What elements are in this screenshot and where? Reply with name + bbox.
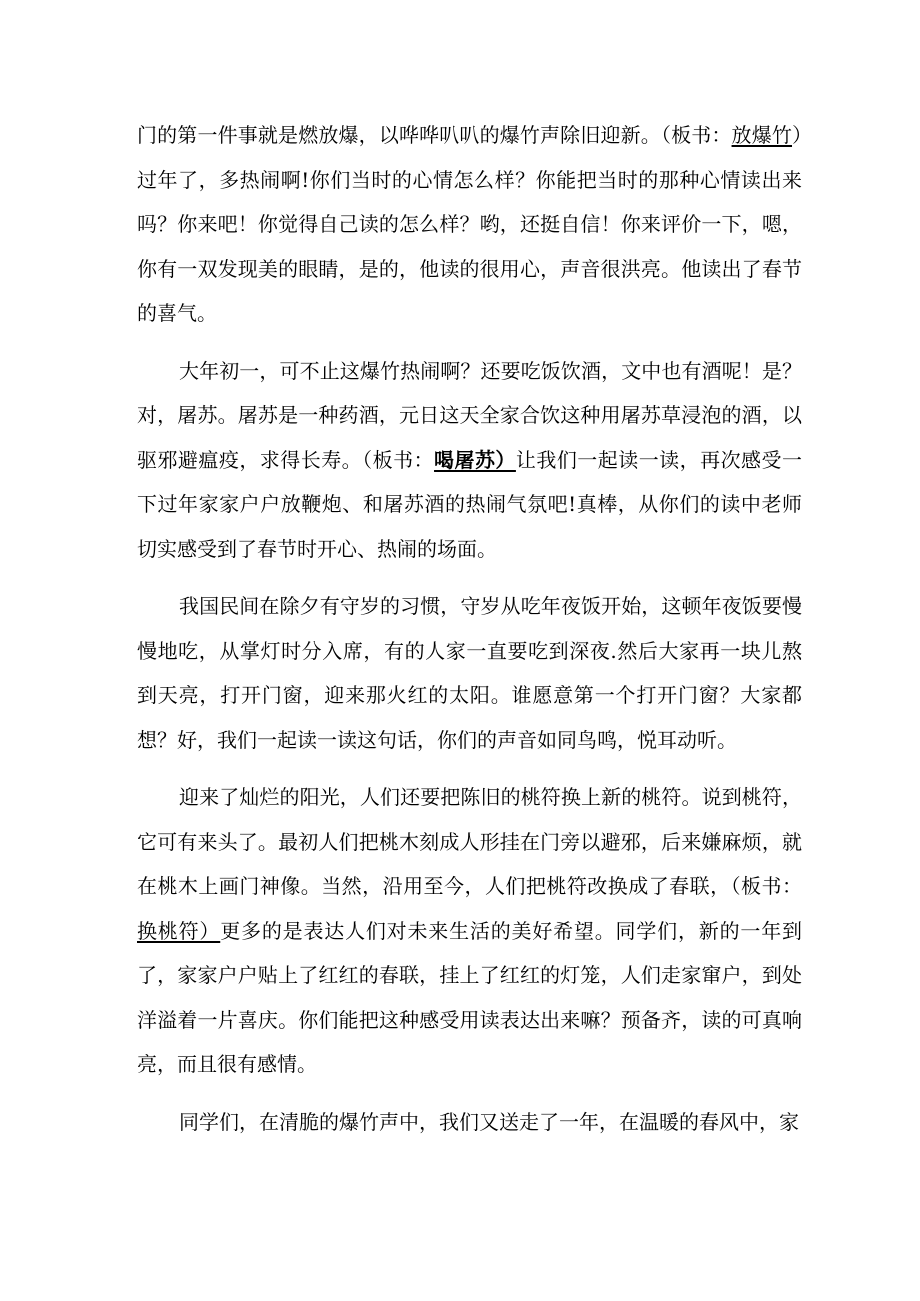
blackboard-note: 放爆竹	[731, 123, 793, 147]
text-run: 更多的是表达人们对未来生活的美好希望。同学们，新的一年到了，家家户户贴上了红红的春联，挂上了红红的灯笼，人们走家窜户，到处洋溢着一片喜庆。你们能把这种感受用读表达出来嘛？预备齐，读的可真响亮，而且很有感情。	[137, 918, 803, 1076]
paragraph-closing	[137, 1100, 802, 1145]
text-run: 迎来了灿烂的阳光，人们还要把陈旧的桃符换上新的桃符。说到桃符，它可有来头了。最初人们把桃木刻成人形挂在门旁以避邪，后来嫌麻烦，就在桃木上画门神像。当然，沿用至今，人们把桃符改换成了春联，（板书：	[137, 785, 802, 898]
paragraph-tusu-wine	[137, 349, 802, 572]
text-run: 我国民间在除夕有守岁的习惯，守岁从吃年夜饭开始，这顿年夜饭要慢慢地吃，从掌灯时分入席，有的人家一直要吃到深夜.然后大家再一块儿熬到天亮，打开门窗，迎来那火红的太阳。谁愿意第一个打开门窗？大家都想？好，我们一起读一读这句话，你们的声音如同鸟鸣，悦耳动听。	[137, 594, 802, 752]
text-run: 同学们，在清脆的爆竹声中，我们又送走了一年，在温暖的春风中，家	[179, 1109, 799, 1134]
text-run: 大年初一，可不止这爆竹热闹啊？还要吃饭饮酒，文中也有酒呢！是？对，屠苏。屠苏是一种药酒，元日这天全家合饮这种用屠苏草浸泡的酒，以驱邪避瘟疫，求得长寿。（板书：	[137, 358, 802, 472]
blackboard-note: 喝屠苏）	[434, 447, 516, 472]
paragraph-firecrackers	[137, 113, 802, 336]
text-run: 让我们一起读一读，再次感受一下过年家家户户放鞭炮、和屠苏酒的热闹气氛吧!真棒，从你们的读中老师切实感受到了春节时开心、热闹的场面。	[137, 447, 802, 561]
document-body	[137, 113, 802, 1157]
text-run: ）过年了，多热闹啊!你们当时的心情怎么样？你能把当时的那种心情读出来吗？你来吧！你觉得自己读的怎么样？哟，还挺自信！你来评价一下，嗯，你有一双发现美的眼睛，是的，他读的很用心，声音很洪亮。他读出了春节的喜气。	[137, 123, 803, 325]
text-run: 门的第一件事就是燃放爆，以哗哗叭叭的爆竹声除旧迎新。（板书：	[137, 123, 732, 147]
blackboard-note: 换桃符）	[137, 918, 221, 943]
paragraph-new-year-eve	[137, 584, 802, 762]
paragraph-peach-charms	[137, 775, 802, 1087]
